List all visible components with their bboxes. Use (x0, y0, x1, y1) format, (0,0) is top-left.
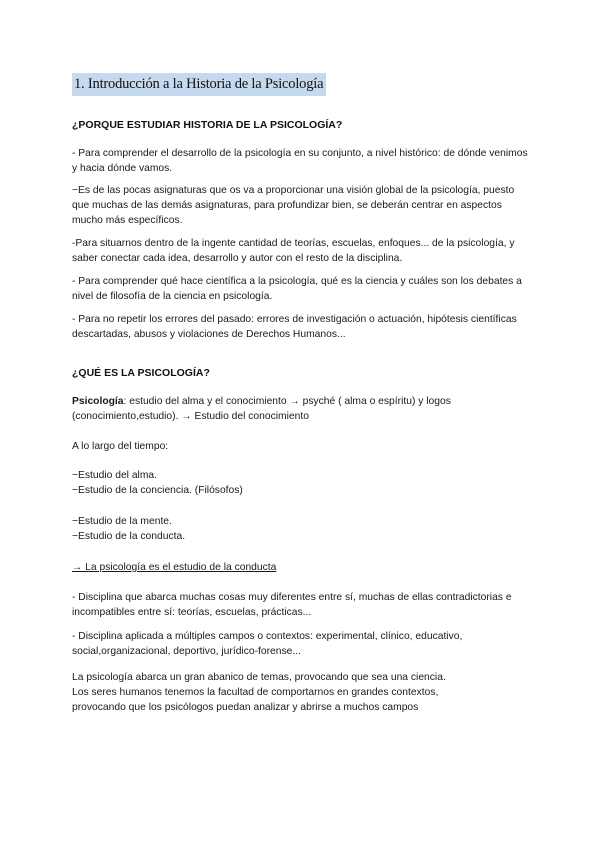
section-heading-what: ¿QUÉ ES LA PSICOLOGÍA? (72, 367, 210, 379)
document-title: 1. Introducción a la Historia de la Psicología (72, 73, 326, 96)
list-item: −Estudio de la conducta. (72, 531, 186, 542)
paragraph-why-1: - Para comprender el desarrollo de la psicología en su conjunto, a nivel histórico: de dónde venimos y hacia dónde vamos. (72, 148, 528, 174)
paragraph-why-5: - Para no repetir los errores del pasado: errores de investigación o actuación, hipótesis científicas descartadas, abusos y violaciones de Derechos Humanos... (72, 314, 517, 340)
over-time-label: A lo largo del tiempo: (72, 441, 169, 452)
paragraph-why-3: -Para situarnos dentro de la ingente cantidad de teorías, escuelas, enfoques... de la psicología, y saber conectar cada idea, desarrollo y autor con el resto de la disciplina. (72, 238, 515, 264)
closing-line: Los seres humanos tenemos la facultad de comportarnos en grandes contextos, (72, 687, 439, 698)
list-item: −Estudio del alma. (72, 470, 157, 481)
definition-paragraph (72, 394, 532, 424)
definition-term: Psicología (72, 396, 124, 407)
paragraph-why-4: - Para comprender qué hace científica a la psicología, qué es la ciencia y cuáles son los debates a nivel de filosofía de la ciencia en psicología. (72, 276, 522, 302)
closing-line: provocando que los psicólogos puedan analizar y abrirse a muchos campos (72, 702, 419, 713)
closing-line: La psicología abarca un gran abanico de temas, provocando que sea una ciencia. (72, 672, 446, 683)
section-heading-why: ¿PORQUE ESTUDIAR HISTORIA DE LA PSICOLOGÍA? (72, 119, 343, 131)
list-item: −Estudio de la conciencia. (Filósofos) (72, 485, 243, 496)
paragraph-discipline-2: - Disciplina aplicada a múltiples campos o contextos: experimental, clínico, educativo, social,organizacional, deportivo, jurídico-forense... (72, 631, 463, 657)
definition-text: : estudio del alma y el conocimiento → psyché ( alma o espíritu) y logos (conocimiento,estudio). → Estudio del conocimiento (72, 396, 451, 422)
conclusion-underlined: → La psicología es el estudio de la conducta (72, 562, 277, 573)
list-item: −Estudio de la mente. (72, 516, 172, 527)
paragraph-why-2: −Es de las pocas asignaturas que os va a proporcionar una visión global de la psicología, puesto que muchas de las demás asignaturas, para profundizar bien, se deberán centrar en aspectos mucho más específicos. (72, 185, 515, 226)
paragraph-discipline-1: - Disciplina que abarca muchas cosas muy diferentes entre sí, muchas de ellas contradictorias e incompatibles entre sí: teorías, escuelas, prácticas... (72, 592, 512, 618)
